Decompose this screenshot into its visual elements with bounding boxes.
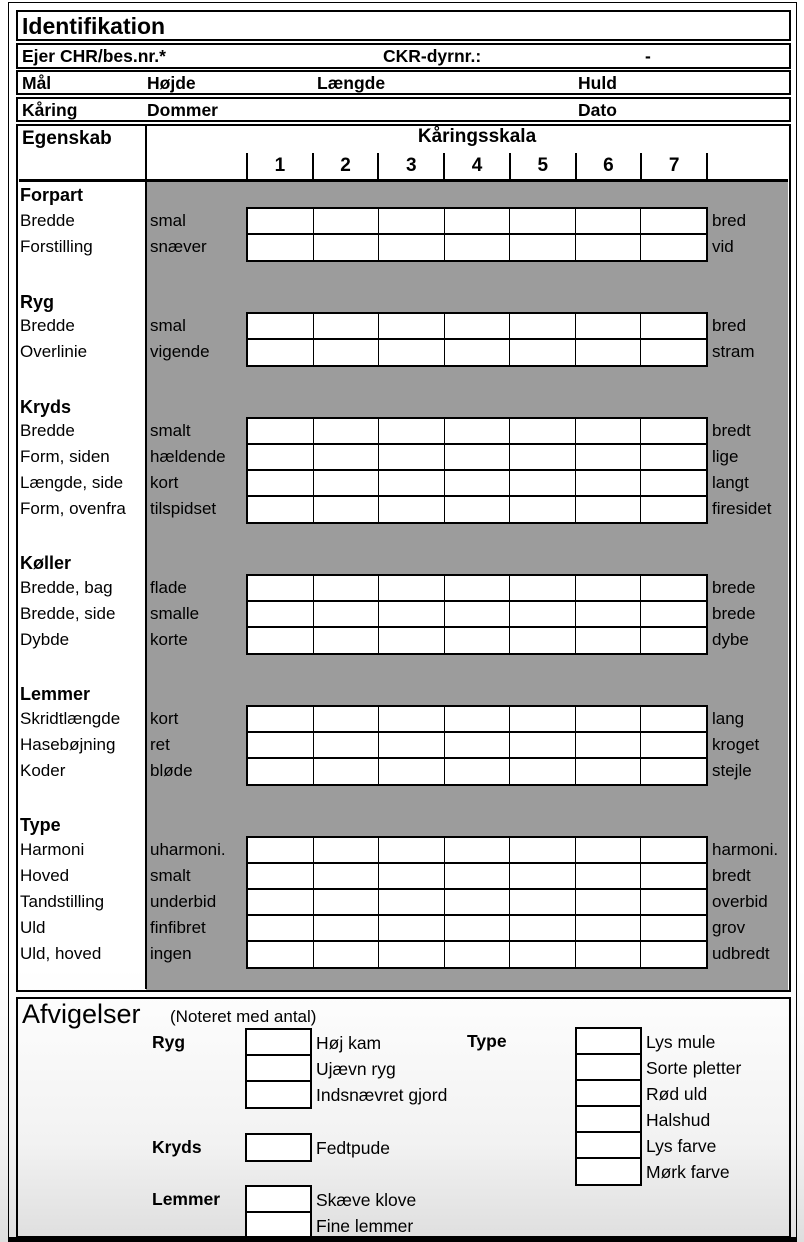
deviation-group-label-kryds: Kryds	[152, 1137, 202, 1157]
trait-high-label: lang	[712, 709, 745, 728]
trait-low-label: vigende	[150, 342, 210, 361]
ckr-dyrnr-label: CKR-dyrnr.:	[383, 46, 482, 66]
trait-low-label: korte	[150, 630, 188, 649]
scale-group-title: Køller	[20, 553, 72, 573]
deviation-group-label-type: Type	[467, 1031, 507, 1051]
trait-low-label: uharmoni.	[150, 840, 226, 859]
trait-low-label: finfibret	[150, 918, 206, 937]
trait-name: Dybde	[20, 630, 70, 649]
trait-low-label: underbid	[150, 892, 217, 911]
scale-number: 7	[668, 155, 680, 176]
trait-name: Skridtlængde	[20, 709, 121, 728]
trait-name: Længde, side	[20, 473, 124, 492]
trait-high-label: firesidet	[712, 499, 772, 518]
trait-high-label: brede	[712, 578, 756, 597]
dato-label: Dato	[578, 100, 617, 120]
trait-name: Harmoni	[20, 840, 85, 859]
trait-name: Koder	[20, 761, 66, 780]
kaaringsskala-header: Kåringsskala	[417, 126, 537, 147]
trait-high-label: bred	[712, 316, 747, 335]
trait-low-label: smal	[150, 316, 186, 335]
trait-name: Form, siden	[20, 447, 110, 466]
trait-name: Bredde, bag	[20, 578, 113, 597]
trait-high-label: udbredt	[712, 944, 770, 963]
scale-number: 3	[379, 153, 445, 180]
deviation-item-label: Indsnævret gjord	[316, 1085, 448, 1105]
afvigelser-subtitle: (Noteret med antal)	[170, 1007, 317, 1026]
trait-high-label: grov	[712, 918, 746, 937]
trait-name: Tandstilling	[20, 892, 105, 911]
maal-label: Mål	[22, 73, 52, 93]
trait-low-label: tilspidset	[150, 499, 217, 518]
trait-high-label: vid	[712, 237, 734, 256]
scale-group-title: Lemmer	[20, 684, 91, 704]
scale-group-title: Type	[20, 815, 61, 835]
trait-high-label: brede	[712, 604, 756, 623]
deviation-item-label: Halshud	[646, 1110, 711, 1130]
deviation-group-label-lemmer: Lemmer	[152, 1189, 221, 1209]
trait-name: Uld	[20, 918, 46, 937]
trait-low-label: smalle	[150, 604, 200, 623]
trait-low-label: snæver	[150, 237, 207, 256]
scale-number: 6	[577, 153, 643, 180]
trait-high-label: stejle	[712, 761, 752, 780]
page-bottom-edge	[8, 1237, 797, 1242]
deviation-item-label: Skæve klove	[316, 1190, 417, 1210]
page-outer-frame	[8, 2, 797, 1239]
trait-name: Form, ovenfra	[20, 499, 126, 518]
trait-name: Forstilling	[20, 237, 93, 256]
scale-number: 4	[445, 153, 511, 180]
scale-number: 2	[314, 153, 380, 180]
deviation-item-label: Lys mule	[646, 1032, 716, 1052]
trait-low-label: hældende	[150, 447, 226, 466]
afvigelser-title: Afvigelser	[22, 999, 141, 1029]
trait-high-label: stram	[712, 342, 755, 361]
laengde-label: Længde	[317, 73, 386, 93]
deviation-item-label: Høj kam	[316, 1033, 382, 1053]
scale-group-title: Forpart	[20, 185, 83, 205]
hoejde-label: Højde	[147, 73, 196, 93]
huld-label: Huld	[578, 73, 617, 93]
trait-low-label: smalt	[150, 421, 191, 440]
scale-group-title: Kryds	[20, 397, 72, 417]
egenskab-header: Egenskab	[22, 128, 112, 149]
trait-low-label: kort	[150, 709, 179, 728]
scale-number: 5	[511, 153, 577, 180]
deviation-item-label: Fine lemmer	[316, 1216, 414, 1236]
deviation-item-label: Rød uld	[646, 1084, 708, 1104]
trait-name: Bredde	[20, 316, 75, 335]
trait-name: Hoved	[20, 866, 70, 885]
owner-chr-label: Ejer CHR/bes.nr.*	[22, 46, 166, 66]
trait-name: Bredde, side	[20, 604, 116, 623]
trait-name: Uld, hoved	[20, 944, 102, 963]
trait-high-label: dybe	[712, 630, 749, 649]
trait-low-label: ingen	[150, 944, 192, 963]
trait-high-label: bredt	[712, 421, 751, 440]
deviation-item-label: Sorte pletter	[646, 1058, 742, 1078]
trait-low-label: smal	[150, 211, 186, 230]
scale-number: 1	[248, 153, 314, 180]
trait-high-label: harmoni.	[712, 840, 779, 859]
trait-high-label: bredt	[712, 866, 751, 885]
identification-title: Identifikation	[22, 13, 166, 39]
trait-low-label: smalt	[150, 866, 191, 885]
trait-high-label: langt	[712, 473, 749, 492]
trait-low-label: kort	[150, 473, 179, 492]
trait-low-label: bløde	[150, 761, 193, 780]
deviation-item-label: Ujævn ryg	[316, 1059, 396, 1079]
deviation-item-label: Lys farve	[646, 1136, 717, 1156]
trait-name: Hasebøjning	[20, 735, 116, 754]
trait-low-label: ret	[150, 735, 170, 754]
trait-high-label: kroget	[712, 735, 760, 754]
deviation-item-label: Mørk farve	[646, 1162, 730, 1182]
trait-high-label: bred	[712, 211, 747, 230]
deviation-item-label: Fedtpude	[316, 1138, 390, 1158]
deviation-group-label-ryg: Ryg	[152, 1032, 186, 1052]
trait-high-label: lige	[712, 447, 739, 466]
kaaring-label: Kåring	[22, 100, 78, 120]
trait-low-label: flade	[150, 578, 187, 597]
trait-name: Bredde	[20, 211, 75, 230]
trait-name: Bredde	[20, 421, 75, 440]
trait-name: Overlinie	[20, 342, 88, 361]
trait-high-label: overbid	[712, 892, 768, 911]
dommer-label: Dommer	[147, 100, 218, 120]
scale-group-title: Ryg	[20, 292, 55, 312]
ckr-dyrnr-value: -	[645, 46, 651, 66]
